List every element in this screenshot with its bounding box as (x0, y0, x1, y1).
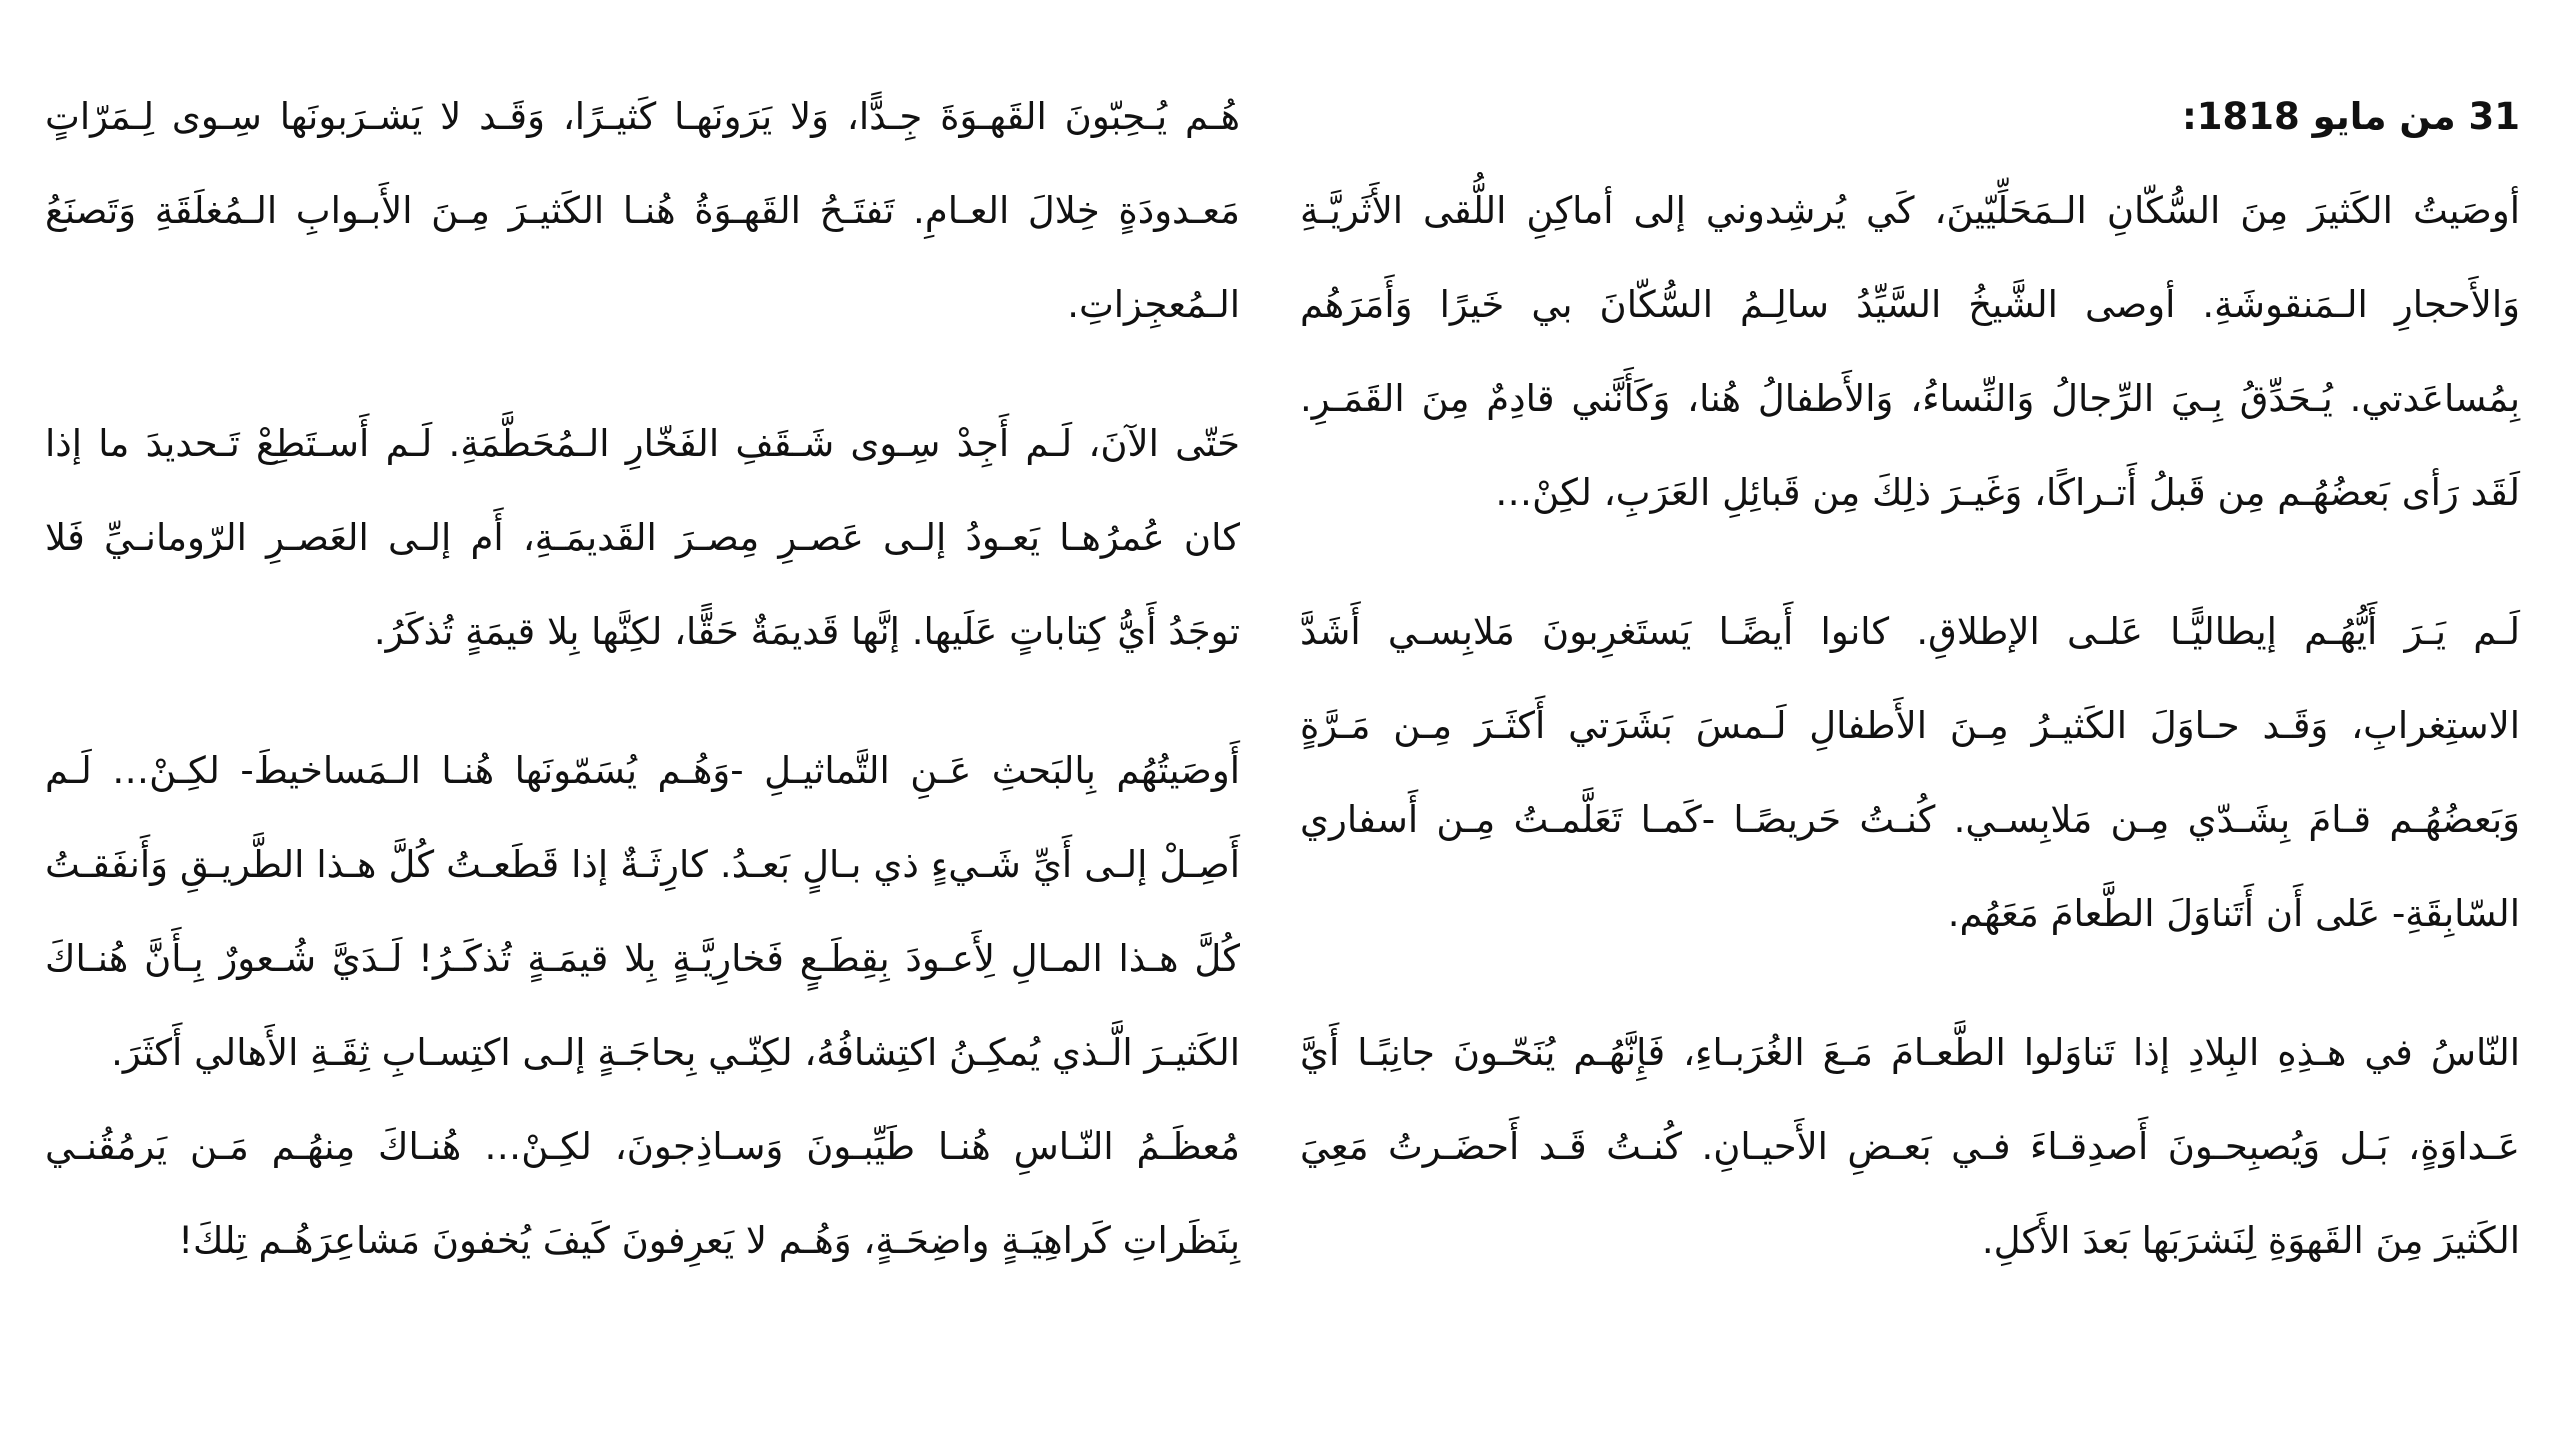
paragraph-spacer (1300, 961, 2520, 1006)
paragraph: النّاسُ في هـذِهِ البِلادِ إذا تَناوَلوا الطَّعـامَ مَـعَ الغُرَبـاءِ، فَإِنَّهُـم يُنَحّـونَ جانِبًـا أَيَّ عَـداوَةٍ، بَـل وَيُصبِحـونَ أَصدِقـاءَ فـي بَعـضِ الأَحيـانِ. كُنـتُ قَـد أَحضَـرتُ مَعِيَ الكَثيرَ مِنَ القَهوَةِ لِنَشرَبَها بَعدَ الأَكلِ. (1300, 1031, 2520, 1262)
paragraph: أَوصَيتُهُم بِالبَحثِ عَـنِ التَّماثيـلِ -وَهُـم يُسَمّونَها هُنـا الـمَساخيطَ- لكِـنْ… لَـم أَصِـلْ إلـى أَيِّ شَـيءٍ ذي بـالٍ بَعـدُ. كارِثَـةٌ إذا قَطَعـتُ كُلَّ هـذا الطَّريـقِ وَأَنفَقـتُ كُلَّ هـذا المـالِ لِأَعـودَ بِقِطَـعٍ فَخارِيَّـةٍ بِلا قيمَـةٍ تُذكَـرُ! لَـدَيَّ شُـعورٌ بِـأَنَّ هُنـاكَ الكَثيـرَ الَّـذي يُمكِـنُ اكتِشافُهُ، لكِنّـي بِحاجَـةٍ إلـى اكتِسـابِ ثِقَـةِ الأَهالي أَكثَرَ. (45, 749, 1240, 1074)
paragraph: أوصَيتُ الكَثيرَ مِنَ السُّكّانِ الـمَحَلِّيّينَ، كَي يُرشِدوني إلى أماكِنِ اللُّقى الأَثَريَّـةِ وَالأَحجارِ الـمَنقوشَةِ. أوصى الشَّيخُ السَّيِّدُ سالِـمُ السُّكّانَ بي خَيرًا وَأَمَرَهُم بِمُساعَدتي. يُـحَدِّقُ بِـيَ الرِّجالُ وَالنِّساءُ، وَالأَطفالُ هُنا، وَكَأَنَّني قادِمٌ مِنَ القَمَـرِ. لَقَد رَأى بَعضُهُـم مِن قَبلُ أَتـراكًا، وَغَيـرَ ذلِكَ مِن قَبائِلِ العَرَبِ، لكِنْ… (1300, 189, 2520, 514)
paragraph: هُـم يُـحِبّونَ القَهـوَةَ جِـدًّا، وَلا يَرَونَهـا كَثيـرًا، وَقَـد لا يَشـرَبونَها سِـوى لِـمَرّاتٍ مَعـدودَةٍ خِلالَ العـامِ. تَفتَـحُ القَهـوَةُ هُنـا الكَثيـرَ مِـنَ الأَبـوابِ الـمُغلَقَةِ وَتَصنَعُ الـمُعجِزاتِ. (45, 95, 1240, 326)
entry-date: 31 من مايو 1818: (2181, 95, 2520, 138)
paragraph-spacer (1300, 540, 2520, 585)
left-column (45, 70, 1240, 1288)
paragraph-spacer (45, 679, 1240, 724)
paragraph: حَتّى الآنَ، لَـم أَجِدْ سِـوى شَـقَفِ الفَخّارِ الـمُحَطَّمَةِ. لَـم أَسـتَطِعْ تَـحديدَ ما إذا كان عُمرُهـا يَعـودُ إلـى عَصـرِ مِصـرَ القَديمَـةِ، أَم إلـى العَصـرِ الرّومانـيِّ فَلا توجَدُ أَيُّ كِتاباتٍ عَلَيها. إنَّها قَديمَةٌ حَقًّا، لكِنَّها بِلا قيمَةٍ تُذكَرُ. (45, 422, 1240, 653)
right-column (1300, 70, 2520, 1288)
paragraph: لَـم يَـرَ أَيُّهُـم إيطاليًّـا عَلـى الإطلاقِ. كانوا أَيضًـا يَستَغرِبونَ مَلابِسـي أَشَدَّ الاستِغرابِ، وَقَـد حـاوَلَ الكَثيـرُ مِـنَ الأَطفالِ لَـمسَ بَشَرَتي أَكثَـرَ مِـن مَـرَّةٍ وَبَعضُهُـم قـامَ بِشَـدّي مِـن مَلابِسـي. كُنـتُ حَريصًـا -كَمـا تَعَلَّمـتُ مِـن أَسفاري السّابِقَةِ- عَلى أَن أَتَناوَلَ الطَّعامَ مَعَهُم. (1300, 610, 2520, 935)
paragraph-spacer (45, 352, 1240, 397)
paragraph: مُعظَـمُ النّـاسِ هُنـا طَيِّبـونَ وَسـاذِجونَ، لكِـنْ… هُنـاكَ مِنهُـم مَـن يَرمُقُنـي بِنَظَراتِ كَراهِيَـةٍ واضِحَـةٍ، وَهُـم لا يَعرِفونَ كَيفَ يُخفونَ مَشاعِرَهُـم تِلكَ! (45, 1125, 1240, 1262)
